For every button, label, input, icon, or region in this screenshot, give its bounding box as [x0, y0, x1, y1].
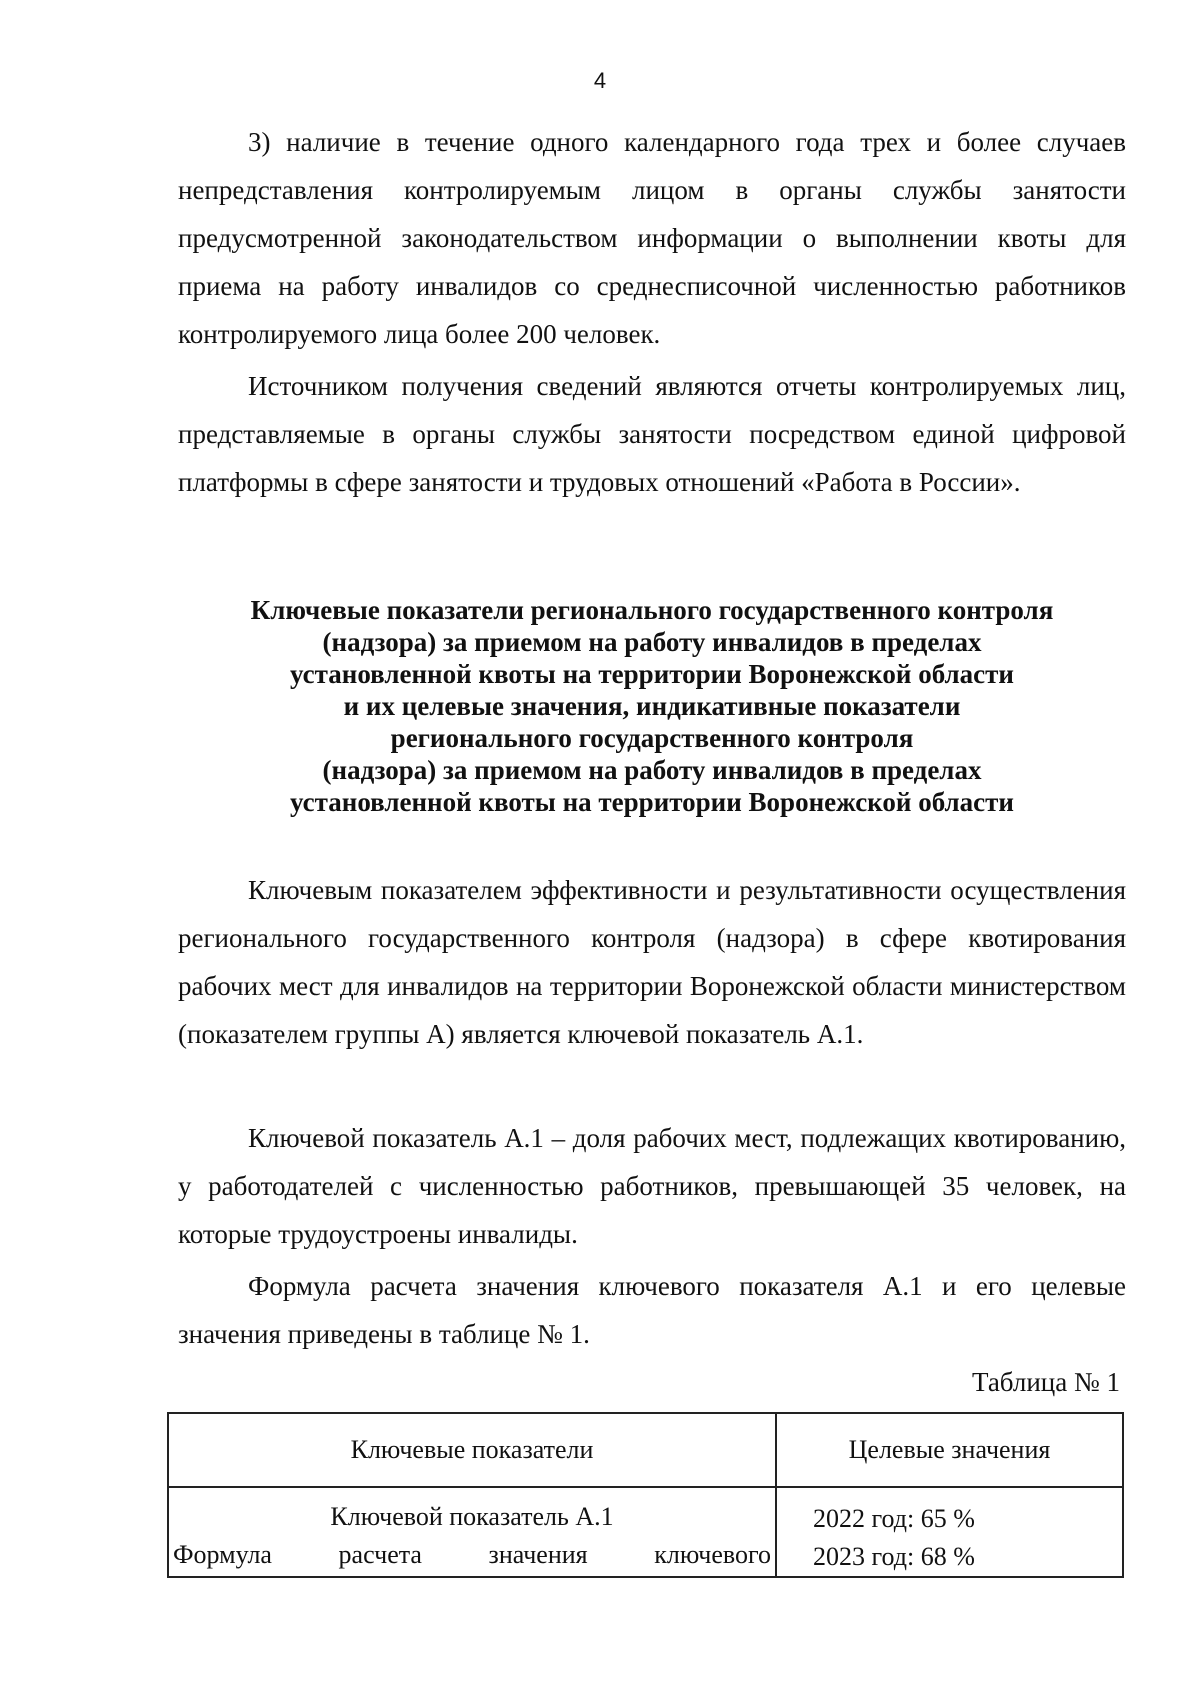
section-heading: [178, 594, 1126, 818]
paragraph-data-source: [178, 362, 1126, 506]
page-number: 4: [593, 68, 607, 93]
paragraph-formula-reference: [178, 1262, 1126, 1358]
paragraph-text: Ключевой показатель А.1 – доля рабочих мест, подлежащих квотированию, у работодателей с численностью работников, превышающей 35 человек, на которые трудоустроены инвалиды.: [178, 1123, 1126, 1249]
paragraph-text: Ключевым показателем эффективности и результативности осуществления регионального государственного контроля (надзора) в сфере квотирования рабочих мест для инвалидов на территории Воронежской области министерством (показателем группы А) является ключевой показатель А.1.: [178, 875, 1126, 1049]
paragraph-text: 3) наличие в течение одного календарного года трех и более случаев непредставления контролируемым лицом в органы службы занятости предусмотренной законодательством информации о выполнении квоты для приема на работу инвалидов со среднесписочной численностью работников контролируемого лица более 200 человек.: [178, 127, 1126, 349]
table-header-row: [168, 1413, 1123, 1487]
indicator-cell: [168, 1487, 776, 1577]
indicator-title: Ключевой показатель А.1: [330, 1502, 614, 1531]
paragraph-criteria-3: [178, 118, 1126, 358]
paragraph-text: Источником получения сведений являются отчеты контролируемых лиц, представляемые в органы службы занятости посредством единой цифровой платформы в сфере занятости и трудовых отношений «Работа в России».: [178, 371, 1126, 497]
header-target-values: Целевые значения: [776, 1413, 1123, 1487]
table-row: [168, 1487, 1123, 1577]
paragraph-indicator-a1-definition: [178, 1114, 1126, 1258]
heading-line: установленной квоты на территории Воронежской области: [290, 787, 1014, 817]
table-caption: Таблица № 1: [972, 1367, 1120, 1397]
heading-line: (надзора) за приемом на работу инвалидов в пределах: [322, 755, 982, 785]
paragraph-text: Формула расчета значения ключевого показателя А.1 и его целевые значения приведены в таблице № 1.: [178, 1271, 1126, 1349]
indicator-formula: Формула расчета значения ключевого: [173, 1540, 771, 1569]
target-values-cell: [776, 1487, 1123, 1577]
paragraph-key-indicator: [178, 866, 1126, 1058]
heading-line: и их целевые значения, индикативные показатели: [343, 691, 961, 721]
heading-line: регионального государственного контроля: [390, 723, 914, 753]
kpi-table: [167, 1412, 1124, 1578]
target-2022: 2022 год: 65 %: [813, 1504, 975, 1533]
heading-line: Ключевые показатели регионального государственного контроля: [250, 595, 1054, 625]
heading-line: установленной квоты на территории Воронежской области: [290, 659, 1014, 689]
header-key-indicators: Ключевые показатели: [168, 1413, 776, 1487]
heading-line: (надзора) за приемом на работу инвалидов в пределах: [322, 627, 982, 657]
target-2023: 2023 год: 68 %: [813, 1542, 975, 1571]
